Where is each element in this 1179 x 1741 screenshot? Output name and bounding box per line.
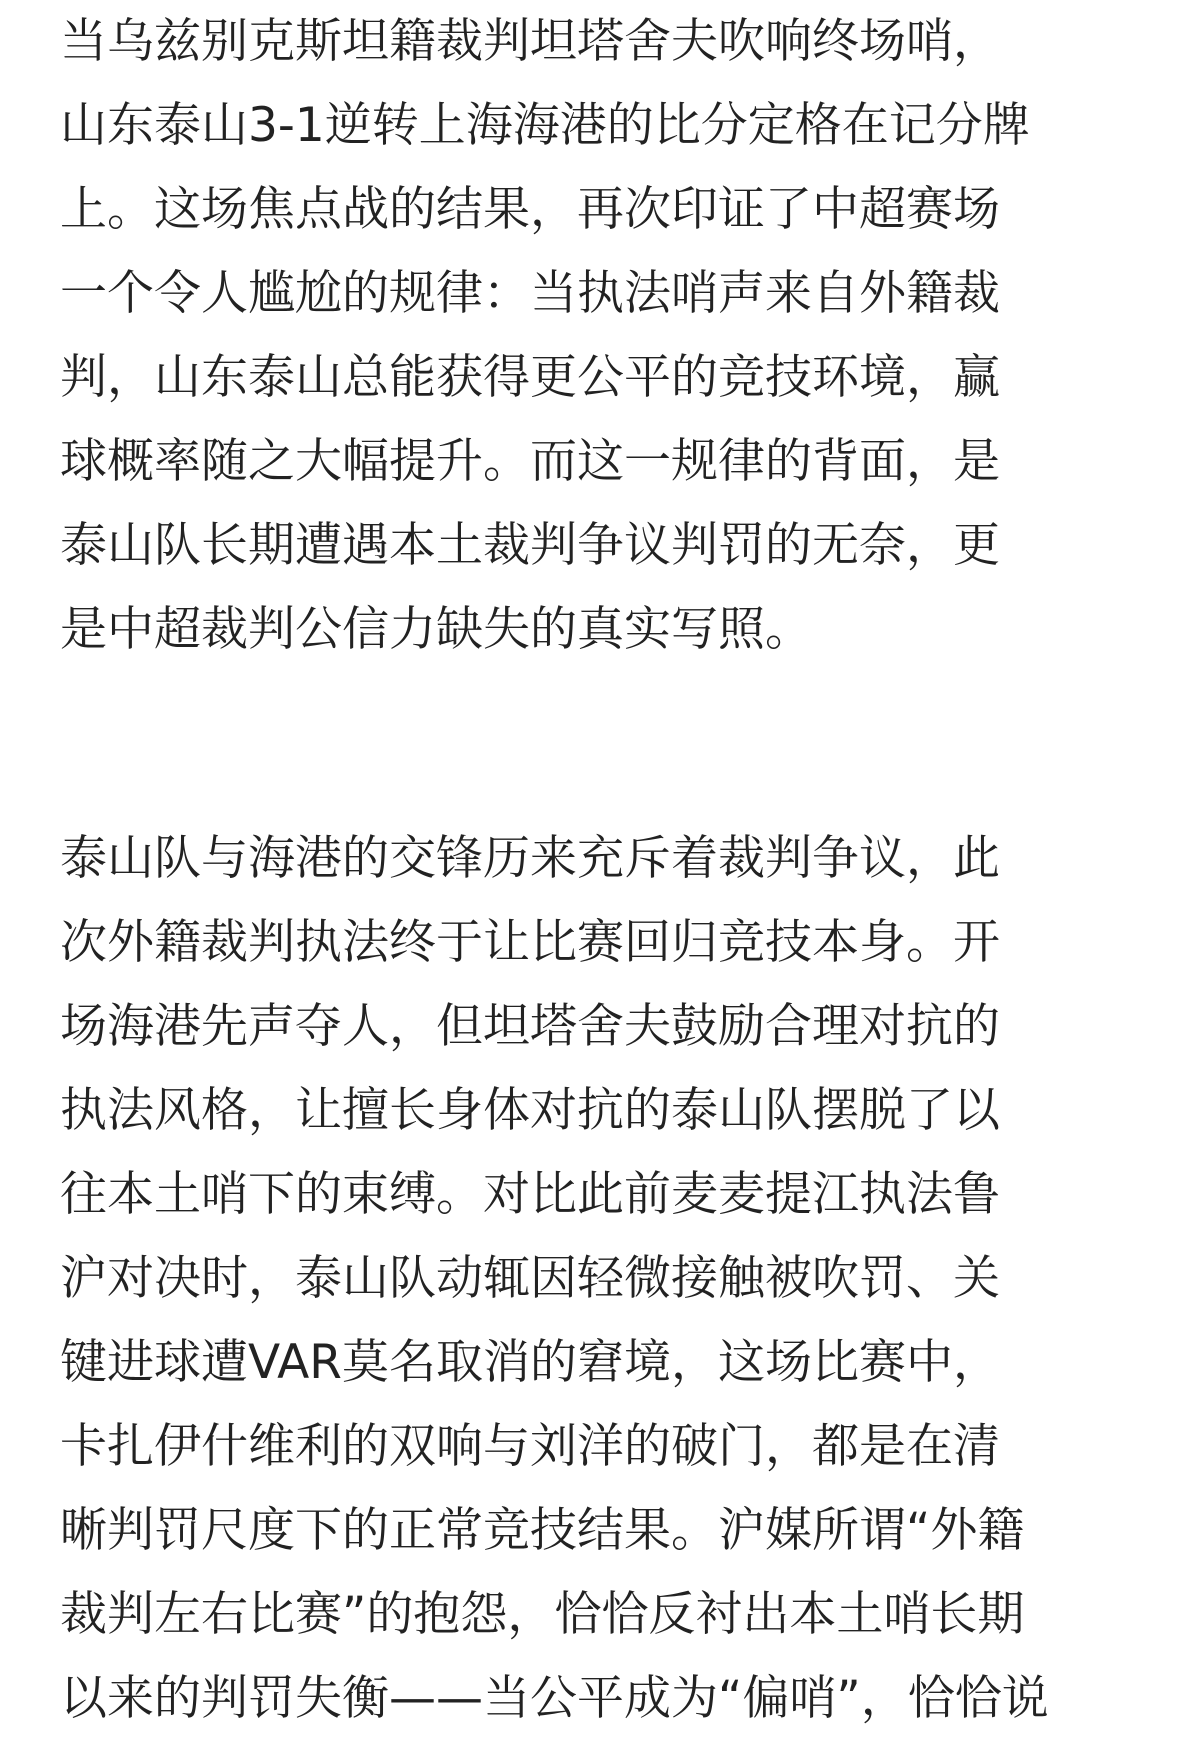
text-line: 晰判罚尺度下的正常竞技结果。沪媒所谓“外籍 xyxy=(60,1503,1025,1558)
text-line: 泰山队与海港的交锋历来充斥着裁判争议，此 xyxy=(60,831,1000,886)
text-line: 裁判左右比赛”的抱怨，恰恰反衬出本土哨长期 xyxy=(60,1587,1025,1642)
text-line: 球概率随之大幅提升。而这一规律的背面，是 xyxy=(60,434,1000,489)
text-line: 当乌兹别克斯坦籍裁判坦塔舍夫吹响终场哨， xyxy=(60,14,1000,69)
article-body xyxy=(60,0,1120,1741)
text-line: 场海港先声夺人，但坦塔舍夫鼓励合理对抗的 xyxy=(60,999,1000,1054)
text-line: 一个令人尴尬的规律：当执法哨声来自外籍裁 xyxy=(60,266,1000,321)
text-line: 山东泰山3-1逆转上海海港的比分定格在记分牌 xyxy=(60,98,1030,153)
text-line: 判，山东泰山总能获得更公平的竞技环境，赢 xyxy=(60,350,1000,405)
paragraph-1 xyxy=(60,0,1120,672)
text-line: 键进球遭VAR莫名取消的窘境，这场比赛中， xyxy=(60,1335,1000,1390)
text-line: 沪对决时，泰山队动辄因轻微接触被吹罚、关 xyxy=(60,1251,1000,1306)
text-line: 卡扎伊什维利的双响与刘洋的破门，都是在清 xyxy=(60,1419,1000,1474)
text-line: 执法风格，让擅长身体对抗的泰山队摆脱了以 xyxy=(60,1083,1000,1138)
text-line: 以来的判罚失衡——当公平成为“偏哨”，恰恰说 xyxy=(60,1671,1049,1726)
text-line: 次外籍裁判执法终于让比赛回归竞技本身。开 xyxy=(60,915,1000,970)
paragraph-spacer xyxy=(60,672,1120,817)
text-line: 上。这场焦点战的结果，再次印证了中超赛场 xyxy=(60,182,1000,237)
text-line: 是中超裁判公信力缺失的真实写照。 xyxy=(60,602,812,657)
text-line: 泰山队长期遭遇本土裁判争议判罚的无奈，更 xyxy=(60,518,1000,573)
text-line: 往本土哨下的束缚。对比此前麦麦提江执法鲁 xyxy=(60,1167,1000,1222)
paragraph-2 xyxy=(60,817,1120,1741)
